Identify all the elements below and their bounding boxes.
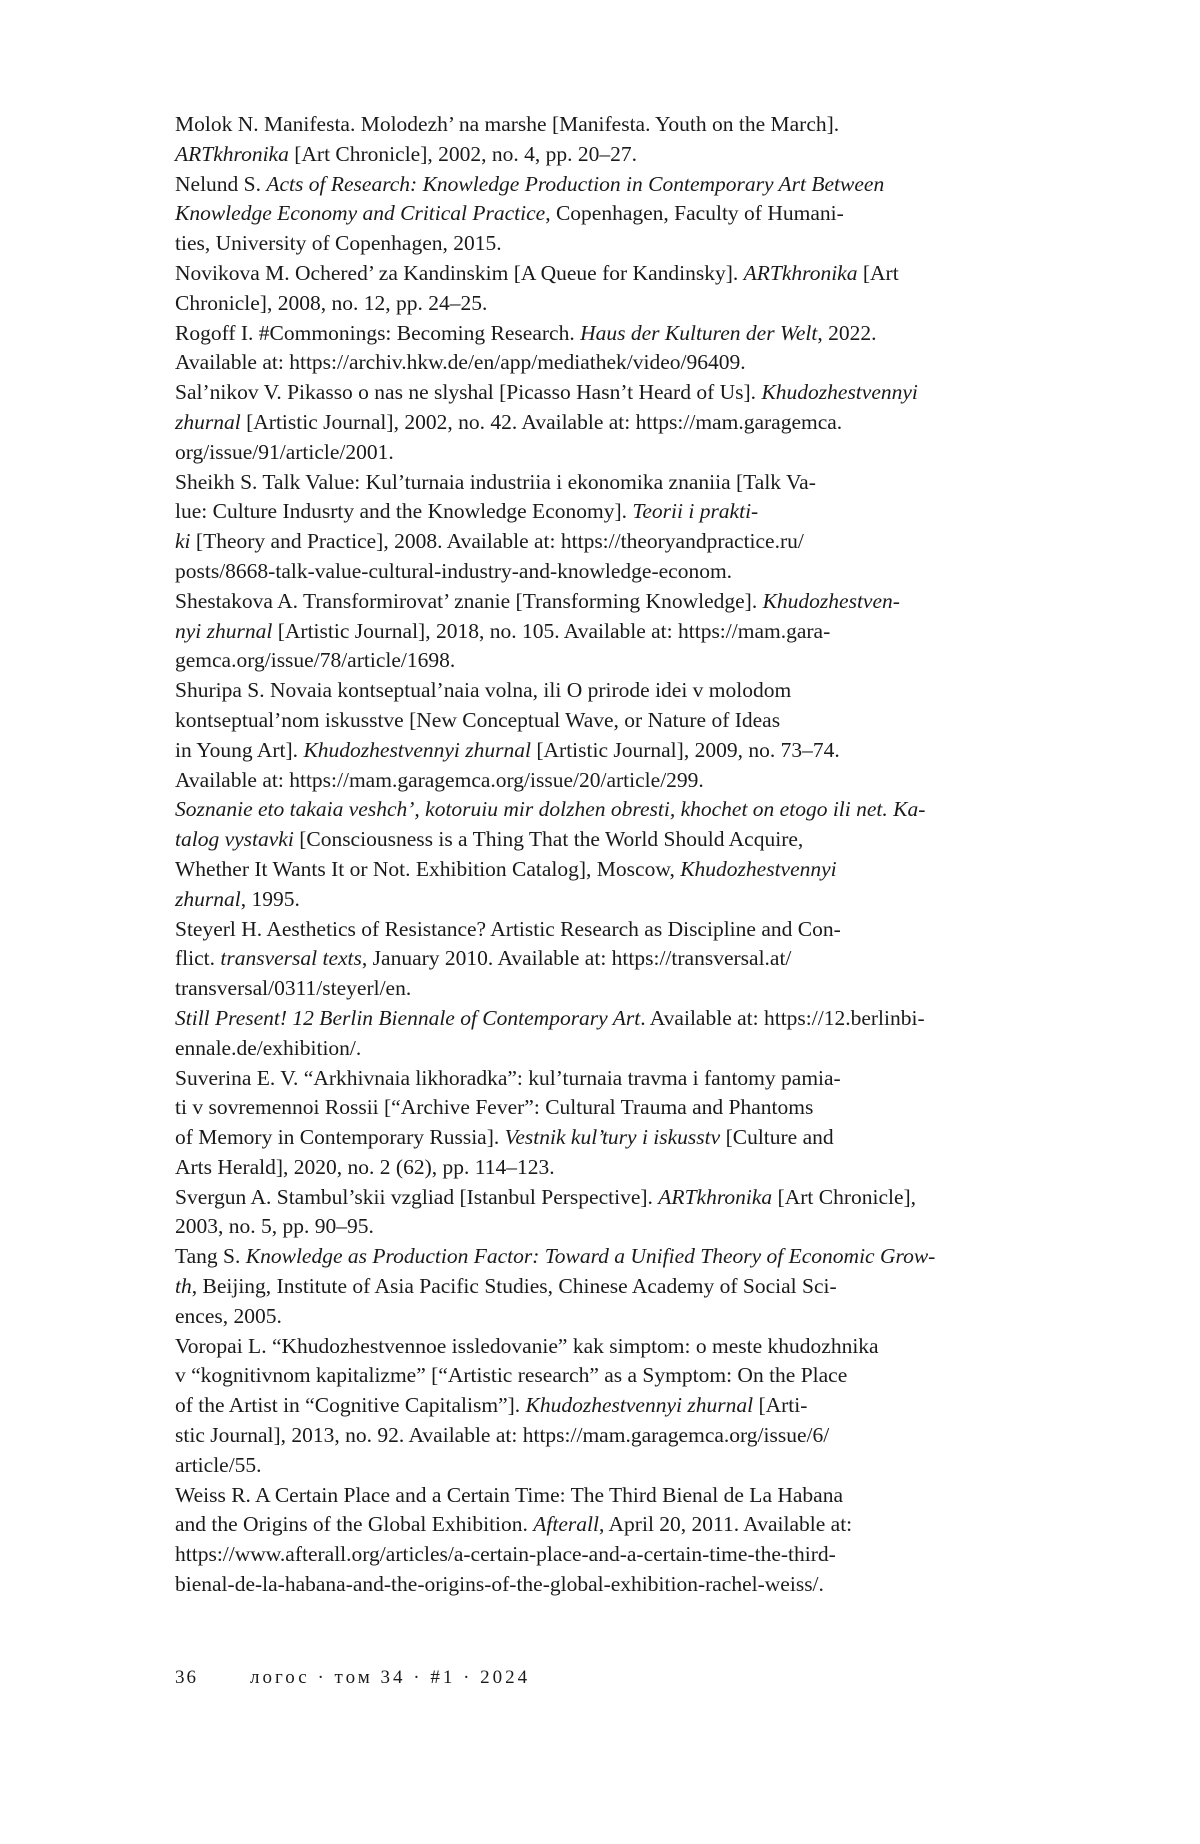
reference-text: [Culture and <box>720 1125 834 1150</box>
reference-line <box>175 319 1025 349</box>
reference-text: [Art <box>857 260 899 285</box>
reference-entry <box>175 795 1025 914</box>
reference-line <box>175 617 1025 647</box>
reference-title-italic: ki <box>175 529 191 554</box>
reference-line <box>175 1064 1025 1094</box>
reference-text: of the Artist in “Cognitive Capitalism”]. <box>175 1393 526 1418</box>
reference-title-italic: nyi zhurnal <box>175 618 273 643</box>
reference-line <box>175 289 1025 319</box>
reference-text: , January 2010. Available at: https://transversal.at/ <box>361 946 792 971</box>
reference-entry <box>175 468 1025 587</box>
reference-line <box>175 1481 1025 1511</box>
reference-text: Sal’nikov V. Pikasso o nas ne slyshal [Picasso Hasn’t Heard of Us]. <box>175 380 762 405</box>
reference-line <box>175 497 1025 527</box>
reference-text: Voropai L. “Khudozhestvennoe issledovanie” kak simptom: o meste khudozhnika <box>175 1333 879 1358</box>
reference-line <box>175 468 1025 498</box>
reference-line <box>175 438 1025 468</box>
reference-title-italic: Still Present! 12 Berlin Biennale of Contemporary Art <box>175 1005 641 1030</box>
reference-text: Novikova M. Ochered’ za Kandinskim [A Queue for Kandinsky]. <box>175 260 744 285</box>
reference-text: [Artistic Journal], 2018, no. 105. Available at: https://mam.gara- <box>272 618 831 643</box>
reference-text: of Memory in Contemporary Russia]. <box>175 1125 505 1150</box>
reference-title-italic: Khudozhestvennyi zhurnal <box>525 1393 754 1418</box>
reference-entry <box>175 1064 1025 1183</box>
reference-line <box>175 676 1025 706</box>
reference-text: transversal/0311/steyerl/en. <box>175 976 412 1001</box>
reference-title-italic: transversal texts <box>220 946 362 971</box>
reference-line <box>175 170 1025 200</box>
reference-line <box>175 587 1025 617</box>
reference-line <box>175 1302 1025 1332</box>
reference-text: Molok N. Manifesta. Molodezh’ na marshe [Manifesta. Youth on the March]. <box>175 112 840 136</box>
reference-line <box>175 736 1025 766</box>
reference-line <box>175 1421 1025 1451</box>
reference-line <box>175 766 1025 796</box>
reference-line <box>175 259 1025 289</box>
reference-text: , Beijing, Institute of Asia Pacific Studies, Chinese Academy of Social Sci- <box>191 1274 837 1299</box>
reference-line <box>175 199 1025 229</box>
reference-title-italic: Khudozhestvennyi zhurnal <box>303 737 531 762</box>
reference-line <box>175 1004 1025 1034</box>
reference-line <box>175 1510 1025 1540</box>
reference-title-italic: Khudozhestven- <box>762 588 900 613</box>
reference-line <box>175 229 1025 259</box>
reference-text: ennale.de/exhibition/. <box>175 1035 362 1060</box>
reference-line <box>175 974 1025 1004</box>
reference-text: Svergun A. Stambul’skii vzgliad [Istanbul Perspective]. <box>175 1184 659 1209</box>
page-footer <box>175 1667 530 1689</box>
reference-text: ties, University of Copenhagen, 2015. <box>175 231 502 256</box>
reference-line <box>175 557 1025 587</box>
reference-line <box>175 1153 1025 1183</box>
reference-entry <box>175 170 1025 259</box>
reference-text: Steyerl H. Aesthetics of Resistance? Artistic Research as Discipline and Con- <box>175 916 841 941</box>
reference-line <box>175 527 1025 557</box>
reference-title-italic: Teorii i prakti- <box>632 499 759 524</box>
reference-text: org/issue/91/article/2001. <box>175 439 394 464</box>
reference-text: [Art Chronicle], <box>772 1184 917 1209</box>
reference-title-italic: Knowledge as Production Factor: Toward a Unified Theory of Economic Grow- <box>245 1244 936 1269</box>
reference-text: and the Origins of the Global Exhibition. <box>175 1512 534 1537</box>
reference-text: gemca.org/issue/78/article/1698. <box>175 648 456 673</box>
journal-running-title: логос · том 34 · #1 · 2024 <box>250 1667 531 1688</box>
reference-title-italic: Haus der Kulturen der Welt <box>580 320 818 345</box>
reference-entry <box>175 1242 1025 1331</box>
reference-line <box>175 1272 1025 1302</box>
reference-line <box>175 1570 1025 1600</box>
reference-text: kontseptual’nom iskusstve [New Conceptual Wave, or Nature of Ideas <box>175 707 781 732</box>
reference-entry <box>175 378 1025 467</box>
reference-text: in Young Art]. <box>175 737 304 762</box>
reference-entry <box>175 915 1025 1004</box>
reference-line <box>175 110 1025 140</box>
reference-title-italic: Acts of Research: Knowledge Production in Contemporary Art Between <box>266 171 885 196</box>
reference-title-italic: ARTkhronika <box>658 1184 773 1209</box>
reference-title-italic: ARTkhronika <box>175 141 289 166</box>
reference-title-italic: th <box>175 1274 192 1299</box>
reference-line <box>175 915 1025 945</box>
reference-text: [Consciousness is a Thing That the World Should Acquire, <box>293 827 804 852</box>
reference-line <box>175 1451 1025 1481</box>
reference-line <box>175 1034 1025 1064</box>
reference-text: [Art Chronicle], 2002, no. 4, pp. 20–27. <box>288 141 637 166</box>
reference-text: Arts Herald], 2020, no. 2 (62), pp. 114–123. <box>175 1154 555 1179</box>
reference-title-italic: talog vystavki <box>175 827 294 852</box>
reference-line <box>175 1540 1025 1570</box>
reference-text: , 1995. <box>240 886 300 911</box>
reference-text: Chronicle], 2008, no. 12, pp. 24–25. <box>175 290 488 315</box>
reference-line <box>175 1332 1025 1362</box>
reference-text: [Artistic Journal], 2009, no. 73–74. <box>530 737 840 762</box>
reference-line <box>175 1093 1025 1123</box>
reference-line <box>175 1123 1025 1153</box>
reference-line <box>175 825 1025 855</box>
page-number: 36 <box>175 1667 198 1688</box>
reference-line <box>175 140 1025 170</box>
reference-title-italic: Vestnik kul’tury i iskusstv <box>504 1125 721 1150</box>
reference-text: Rogoff I. #Commonings: Becoming Research. <box>175 320 581 345</box>
reference-title-italic: Soznanie eto takaia veshch’, kotoruiu mir dolzhen obresti, khochet on etogo ili net. Ka- <box>175 797 926 822</box>
reference-title-italic: Khudozhestvennyi <box>761 380 918 405</box>
reference-text: lue: Culture Indusrty and the Knowledge Economy]. <box>175 499 633 524</box>
reference-text: stic Journal], 2013, no. 92. Available at: https://mam.garagemca.org/issue/6/ <box>175 1423 830 1448</box>
reference-entry <box>175 110 1025 170</box>
reference-entry <box>175 1332 1025 1481</box>
reference-text: [Artistic Journal], 2002, no. 42. Available at: https://mam.garagemca. <box>240 409 843 434</box>
reference-line <box>175 795 1025 825</box>
reference-text: article/55. <box>175 1452 262 1477</box>
reference-text: Suverina E. V. “Arkhivnaia likhoradka”: kul’turnaia travma i fantomy pamia- <box>175 1065 841 1090</box>
reference-title-italic: zhurnal <box>175 886 241 911</box>
reference-text: Shuripa S. Novaia kontseptual’naia volna, ili O prirode idei v molodom <box>175 678 792 703</box>
reference-text: , 2022. <box>817 320 877 345</box>
reference-text: ti v sovremennoi Rossii [“Archive Fever”: Cultural Trauma and Phantoms <box>175 1095 814 1120</box>
reference-text: Whether It Wants It or Not. Exhibition Catalog], Moscow, <box>175 856 681 881</box>
reference-entry <box>175 587 1025 676</box>
reference-text: https://www.afterall.org/articles/a-certain-place-and-a-certain-time-the-third- <box>175 1542 836 1567</box>
reference-entry <box>175 1183 1025 1243</box>
reference-entry <box>175 319 1025 379</box>
reference-line <box>175 348 1025 378</box>
reference-text: Weiss R. A Certain Place and a Certain Time: The Third Bienal de La Habana <box>175 1482 844 1507</box>
reference-text: Sheikh S. Talk Value: Kul’turnaia industriia i ekonomika znaniia [Talk Va- <box>175 469 816 494</box>
reference-text: 2003, no. 5, pp. 90–95. <box>175 1214 374 1239</box>
reference-entry <box>175 1481 1025 1600</box>
reference-title-italic: Knowledge Economy and Critical Practice <box>175 201 546 226</box>
reference-line <box>175 1242 1025 1272</box>
reference-line <box>175 1183 1025 1213</box>
reference-title-italic: Khudozhestvennyi <box>680 856 837 881</box>
reference-text: v “kognitivnom kapitalizme” [“Artistic research” as a Symptom: On the Place <box>175 1363 848 1388</box>
reference-text: Nelund S. <box>175 171 267 196</box>
reference-line <box>175 1391 1025 1421</box>
reference-line <box>175 378 1025 408</box>
reference-text: posts/8668-talk-value-cultural-industry-and-knowledge-econom. <box>175 558 733 583</box>
reference-text: , April 20, 2011. Available at: <box>598 1512 853 1537</box>
reference-line <box>175 1361 1025 1391</box>
reference-line <box>175 646 1025 676</box>
reference-text: [Theory and Practice], 2008. Available at: https://theoryandpractice.ru/ <box>190 529 804 554</box>
reference-title-italic: zhurnal <box>175 409 241 434</box>
reference-text: [Arti- <box>753 1393 808 1418</box>
reference-text: Shestakova A. Transformirovat’ znanie [Transforming Knowledge]. <box>175 588 763 613</box>
reference-line <box>175 944 1025 974</box>
reference-text: Available at: https://mam.garagemca.org/issue/20/article/299. <box>175 767 704 792</box>
reference-text: bienal-de-la-habana-and-the-origins-of-the-global-exhibition-rachel-weiss/. <box>175 1572 824 1597</box>
reference-text: . Available at: https://12.berlinbi- <box>640 1005 925 1030</box>
reference-line <box>175 885 1025 915</box>
reference-line <box>175 706 1025 736</box>
reference-text: Tang S. <box>175 1244 246 1269</box>
reference-entry <box>175 259 1025 319</box>
reference-line <box>175 855 1025 885</box>
reference-text: Available at: https://archiv.hkw.de/en/app/mediathek/video/96409. <box>175 350 746 375</box>
reference-list <box>175 110 1025 1600</box>
reference-entry <box>175 1004 1025 1064</box>
reference-text: flict. <box>175 946 221 971</box>
reference-text: ences, 2005. <box>175 1303 282 1328</box>
reference-title-italic: ARTkhronika <box>743 260 858 285</box>
reference-line <box>175 408 1025 438</box>
reference-entry <box>175 676 1025 795</box>
reference-title-italic: Afterall <box>533 1512 599 1537</box>
reference-text: , Copenhagen, Faculty of Humani- <box>545 201 844 226</box>
reference-line <box>175 1212 1025 1242</box>
